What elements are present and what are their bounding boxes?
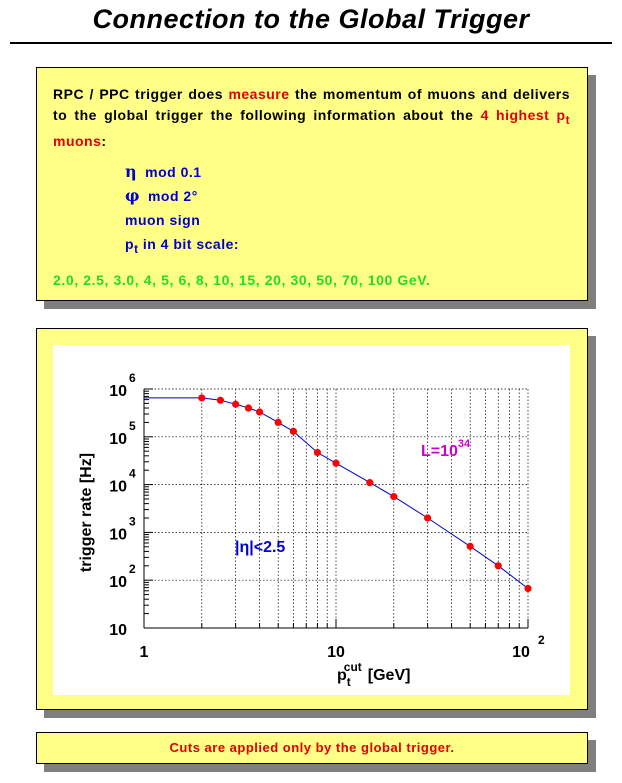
title-underline bbox=[10, 42, 612, 44]
data-point bbox=[424, 514, 431, 521]
chart-panel bbox=[53, 345, 570, 695]
data-point bbox=[245, 404, 252, 411]
y-tick-label-exponent: 3 bbox=[129, 514, 136, 529]
note-box bbox=[36, 732, 588, 764]
note-text: Cuts are applied only by the global trigger. bbox=[169, 740, 455, 755]
data-point bbox=[290, 428, 297, 435]
data-point bbox=[524, 585, 531, 592]
data-point bbox=[275, 419, 282, 426]
data-point bbox=[390, 493, 397, 500]
y-tick-label-exponent: 4 bbox=[129, 466, 136, 481]
intro-highlight-muons: 4 highest $p_t$ muons bbox=[53, 107, 570, 149]
data-point bbox=[198, 394, 205, 401]
y-tick-label: 10 bbox=[109, 383, 127, 400]
info-box bbox=[36, 67, 588, 301]
data-point bbox=[256, 408, 263, 415]
y-tick-label: 10 bbox=[109, 574, 127, 592]
eta-cut-label: |η|<2.5 bbox=[235, 539, 286, 556]
x-tick-label: 1 bbox=[139, 644, 149, 661]
luminosity-label: $L=10^{34}$ bbox=[421, 438, 471, 460]
pt-scale-values: 2.0, 2.5, 3.0, 4, 5, 6, 8, 10, 15, 20, 30, 50, 70, 100 GeV. bbox=[53, 272, 431, 288]
intro-highlight-measure: measure bbox=[228, 86, 290, 102]
data-point bbox=[217, 397, 224, 404]
info-item-pt: $p_t$ in 4 bit scale: bbox=[125, 236, 240, 256]
chart-box bbox=[36, 328, 588, 710]
y-tick-label-exponent: 6 bbox=[129, 371, 136, 385]
info-list bbox=[125, 160, 239, 256]
y-tick-label: 10 bbox=[109, 622, 127, 639]
intro-text-3: : bbox=[101, 132, 107, 149]
trigger-rate-chart bbox=[53, 345, 570, 695]
rate-curve bbox=[144, 398, 528, 589]
data-point bbox=[332, 460, 339, 467]
data-point bbox=[314, 449, 321, 456]
y-tick-label-exponent: 5 bbox=[129, 418, 136, 433]
page-title: Connection to the Global Trigger bbox=[92, 4, 530, 34]
x-tick-label-exponent: 2 bbox=[538, 633, 545, 647]
y-tick-label: 10 bbox=[109, 526, 127, 544]
intro-text-2: the momentum of muons and delivers to the global trigger the following information about the bbox=[53, 86, 571, 123]
x-tick-label: 10 bbox=[327, 644, 345, 661]
intro-paragraph bbox=[53, 84, 570, 152]
x-tick-label: 10 bbox=[512, 644, 530, 661]
y-tick-label: 10 bbox=[109, 430, 127, 448]
info-item-eta: η mod 0.1 bbox=[125, 162, 202, 181]
info-item-phi: φ mod 2° bbox=[125, 186, 198, 205]
x-axis-title: $p_tcut$ [GeV] bbox=[337, 660, 411, 689]
y-tick-label: 10 bbox=[109, 478, 127, 496]
data-point bbox=[366, 479, 373, 486]
info-item-sign: muon sign bbox=[125, 212, 201, 228]
y-tick-label-exponent: 2 bbox=[129, 562, 136, 577]
data-point bbox=[232, 401, 239, 408]
data-point bbox=[495, 562, 502, 569]
data-point bbox=[467, 543, 474, 550]
intro-text-1: RPC / PPC trigger does bbox=[53, 86, 229, 102]
y-axis-title: trigger rate [Hz] bbox=[78, 452, 95, 573]
